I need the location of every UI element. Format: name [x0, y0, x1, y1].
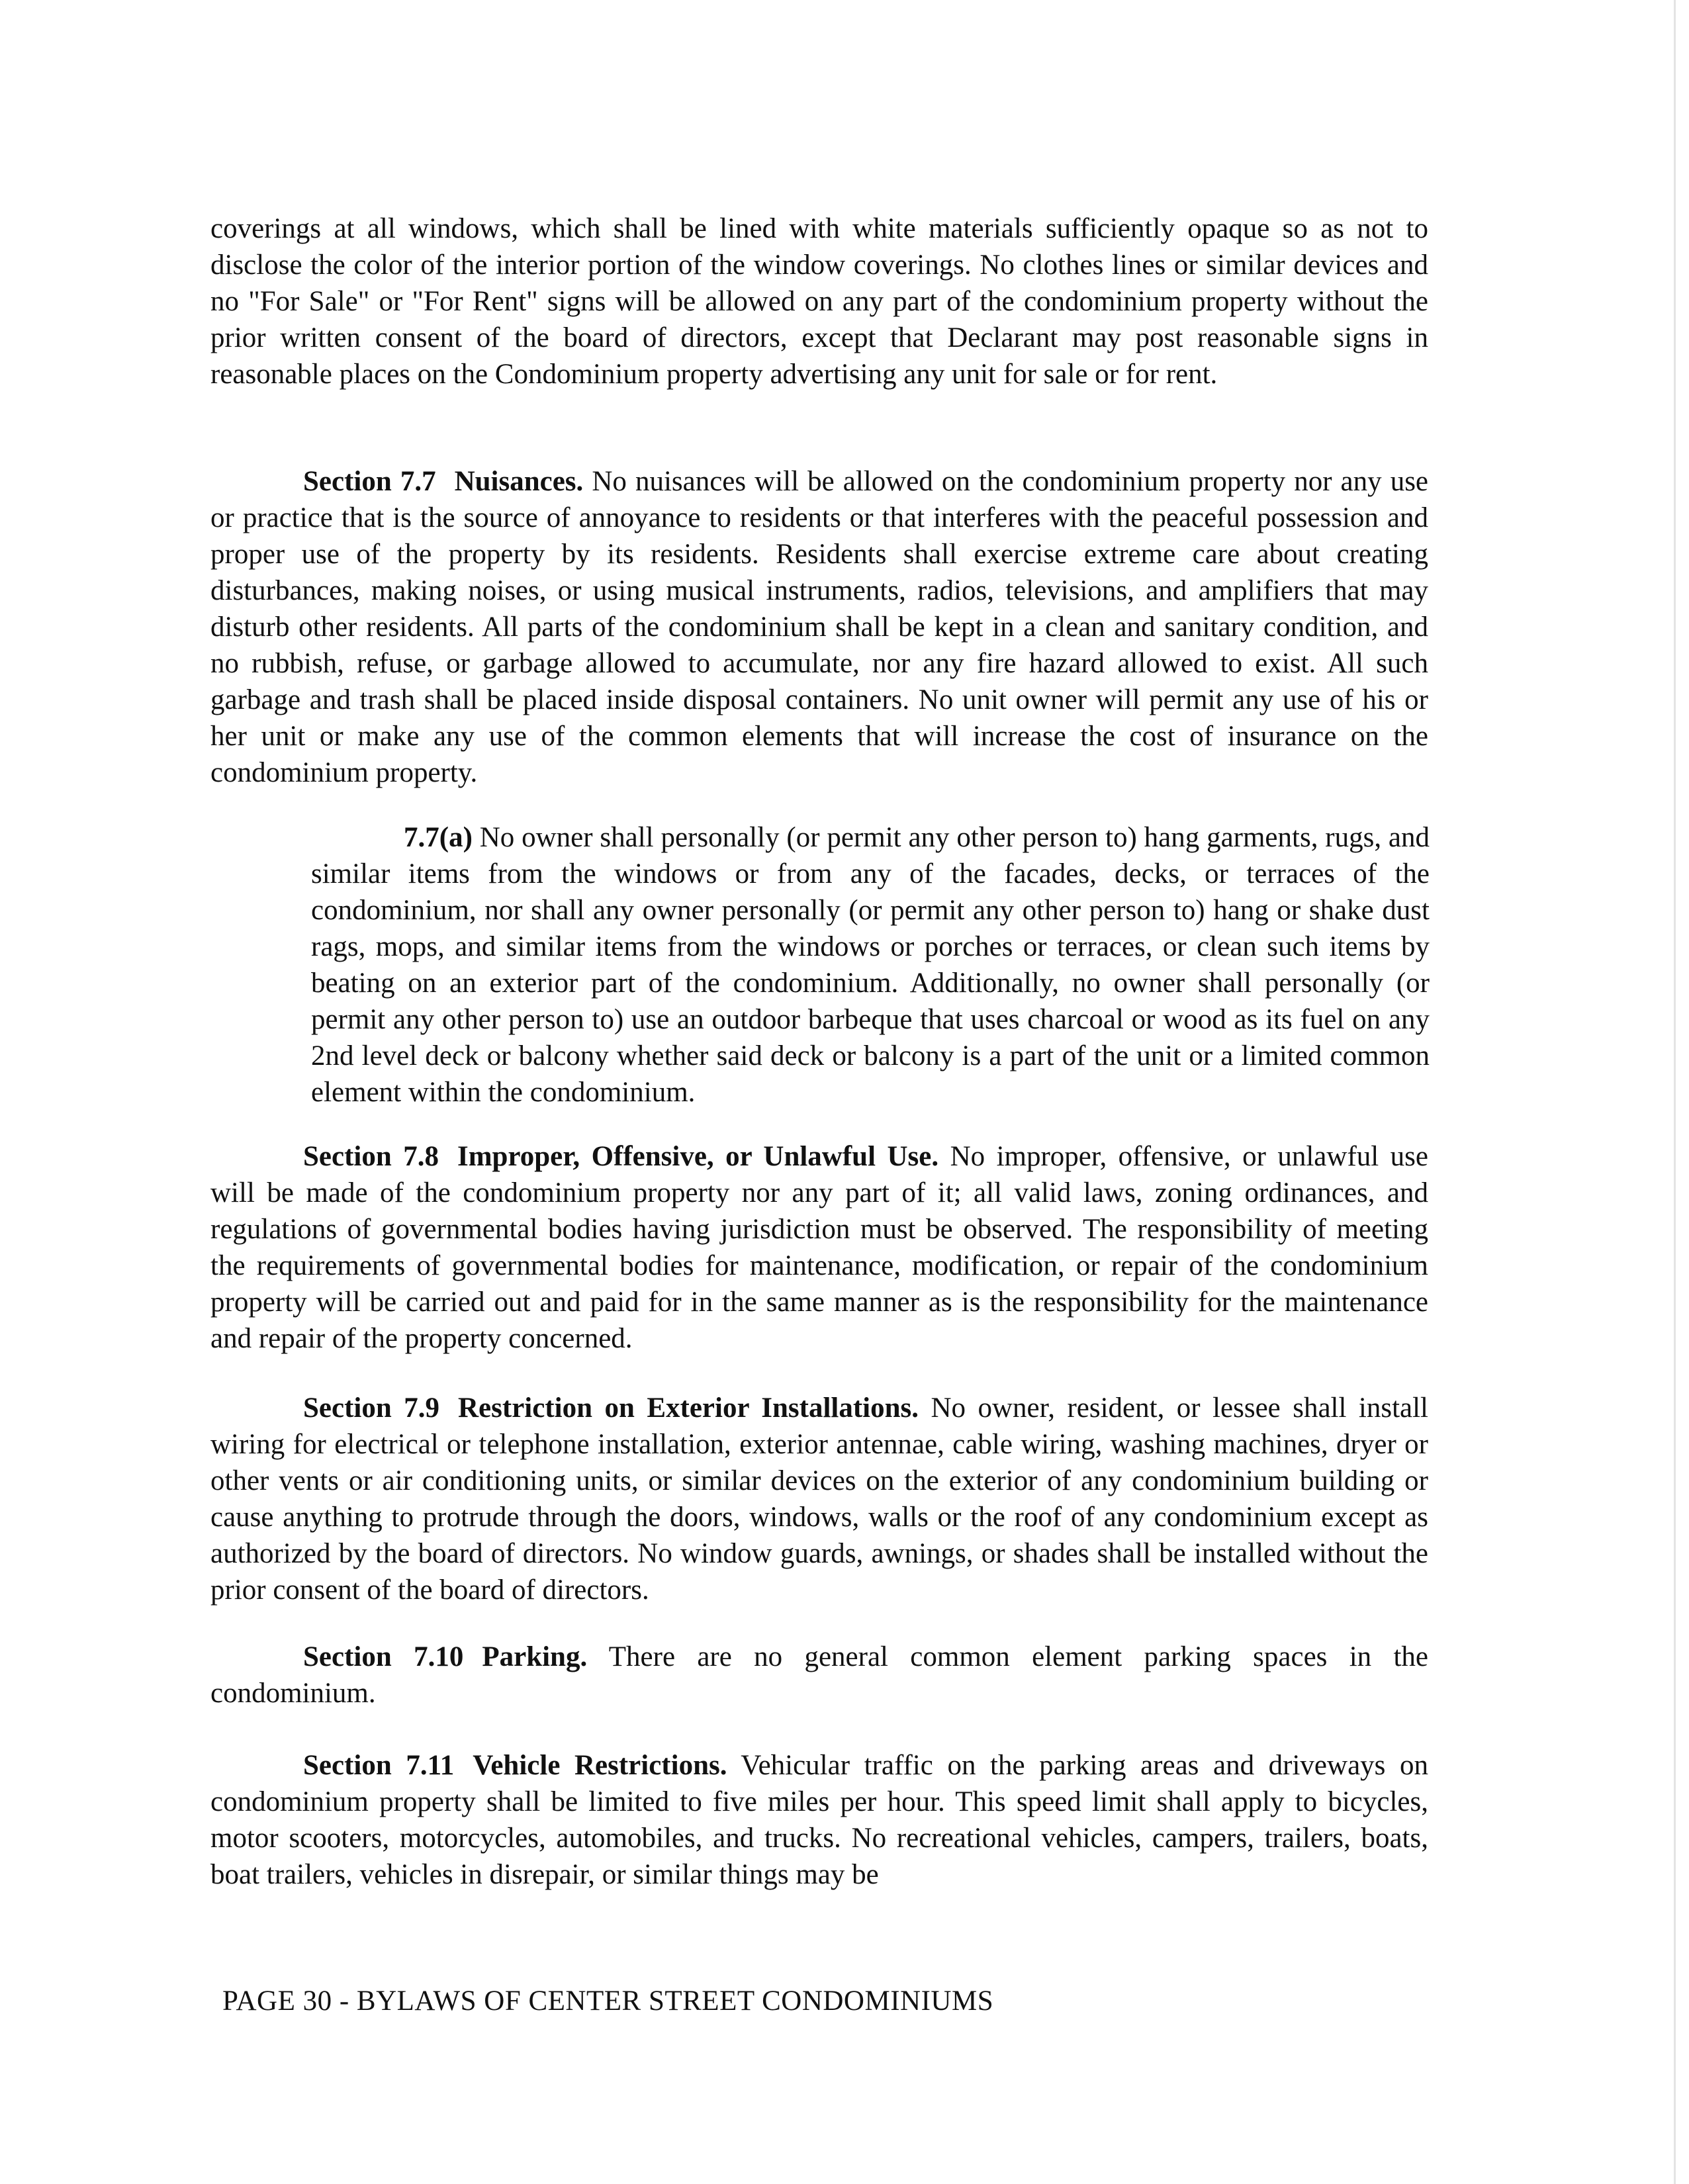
subsection-body: No owner shall personally (or permit any other person to) hang garments, rugs, and similar items from the windows or from any of the facades, decks, or terraces of the condominium, nor shall any owner personally (or permit any other person to) hang or shake dust rags, mops, and similar items from the windows or porches or terraces, or clean such items by beating on an exterior part of the condominium. Additionally, no owner shall personally (or permit any other person to) use an outdoor barbeque that uses charcoal or wood as its fuel on any 2nd level deck or balcony whether said deck or balcony is a part of the unit or a limited common element within the condominium.	[311, 822, 1430, 1108]
section-body: No improper, offensive, or unlawful use will be made of the condominium property nor any part of it; all valid laws, zoning ordinances, and regulations of governmental bodies having jurisdiction must be observed. The responsibility of meeting the requirements of governmental bodies for maintenance, modification, or repair of the condominium property will be carried out and paid for in the same manner as is the responsibility for the maintenance and repair of the property concerned.	[210, 1141, 1428, 1354]
intro-paragraph-container	[210, 210, 1428, 392]
section-body: No owner, resident, or lessee shall install wiring for electrical or telephone installation, exterior antennae, cable wiring, washing machines, dryer or other vents or air conditioning units, or similar devices on the exterior of any condominium building or cause anything to protrude through the doors, windows, walls or the roof of any condominium except as authorized by the board of directors. No window guards, awnings, or shades shall be installed without the prior consent of the board of directors.	[210, 1392, 1428, 1606]
section-7-8	[210, 1138, 1428, 1357]
intro-paragraph: coverings at all windows, which shall be lined with white materials sufficiently opaque so as not to disclose the color of the interior portion of the window coverings. No clothes lines or similar devices and no "For Sale" or "For Rent" signs will be allowed on any part of the condominium property without the prior written consent of the board of directors, except that Declarant may post reasonable signs in reasonable places on the Condominium property advertising any unit for sale or for rent.	[210, 213, 1428, 390]
section-title: Vehicle Restrictions.	[473, 1750, 727, 1781]
section-7-9	[210, 1390, 1428, 1608]
subsection-number: 7.7(a)	[404, 822, 473, 853]
section-paragraph	[210, 1138, 1428, 1357]
section-title: Restriction on Exterior Installations.	[458, 1392, 919, 1424]
section-paragraph	[210, 1390, 1428, 1608]
section-body: There are no general common element parking spaces in the condominium.	[210, 1641, 1428, 1709]
section-number: Section 7.11	[303, 1750, 455, 1781]
section-7-7	[210, 463, 1428, 791]
subsection-paragraph	[311, 819, 1430, 1111]
section-number: Section 7.10	[303, 1641, 464, 1672]
section-body: No nuisances will be allowed on the condominium property nor any use or practice that is the source of annoyance to residents or that interferes with the peaceful possession and proper use of the property by its residents. Residents shall exercise extreme care about creating disturbances, making noises, or using musical instruments, radios, televisions, and amplifiers that may disturb other residents. All parts of the condominium shall be kept in a clean and sanitary condition, and no rubbish, refuse, or garbage allowed to accumulate, nor any fire hazard allowed to exist. All such garbage and trash shall be placed inside disposal containers. No unit owner will permit any use of his or her unit or make any use of the common elements that will increase the cost of insurance on the condominium property.	[210, 466, 1429, 788]
section-paragraph	[210, 463, 1428, 791]
section-title: Improper, Offensive, or Unlawful Use.	[457, 1141, 939, 1172]
section-number: Section 7.9	[303, 1392, 439, 1424]
page-footer: PAGE 30 - BYLAWS OF CENTER STREET CONDOMINIUMS	[222, 1985, 994, 2017]
section-title: Nuisances.	[454, 466, 584, 497]
subsection-7-7a	[311, 819, 1430, 1111]
section-7-10	[210, 1639, 1428, 1711]
section-body: Vehicular traffic on the parking areas and driveways on condominium property shall be limited to five miles per hour. This speed limit shall apply to bicycles, motor scooters, motorcycles, automobiles, and trucks. No recreational vehicles, campers, trailers, boats, boat trailers, vehicles in disrepair, or similar things may be	[210, 1750, 1428, 1890]
section-paragraph	[210, 1639, 1428, 1711]
section-number: Section 7.8	[303, 1141, 439, 1172]
scan-edge-shadow	[1674, 0, 1676, 2184]
section-paragraph	[210, 1747, 1428, 1893]
section-title: Parking.	[482, 1641, 588, 1672]
section-number: Section 7.7	[303, 466, 436, 497]
section-7-11	[210, 1747, 1428, 1893]
